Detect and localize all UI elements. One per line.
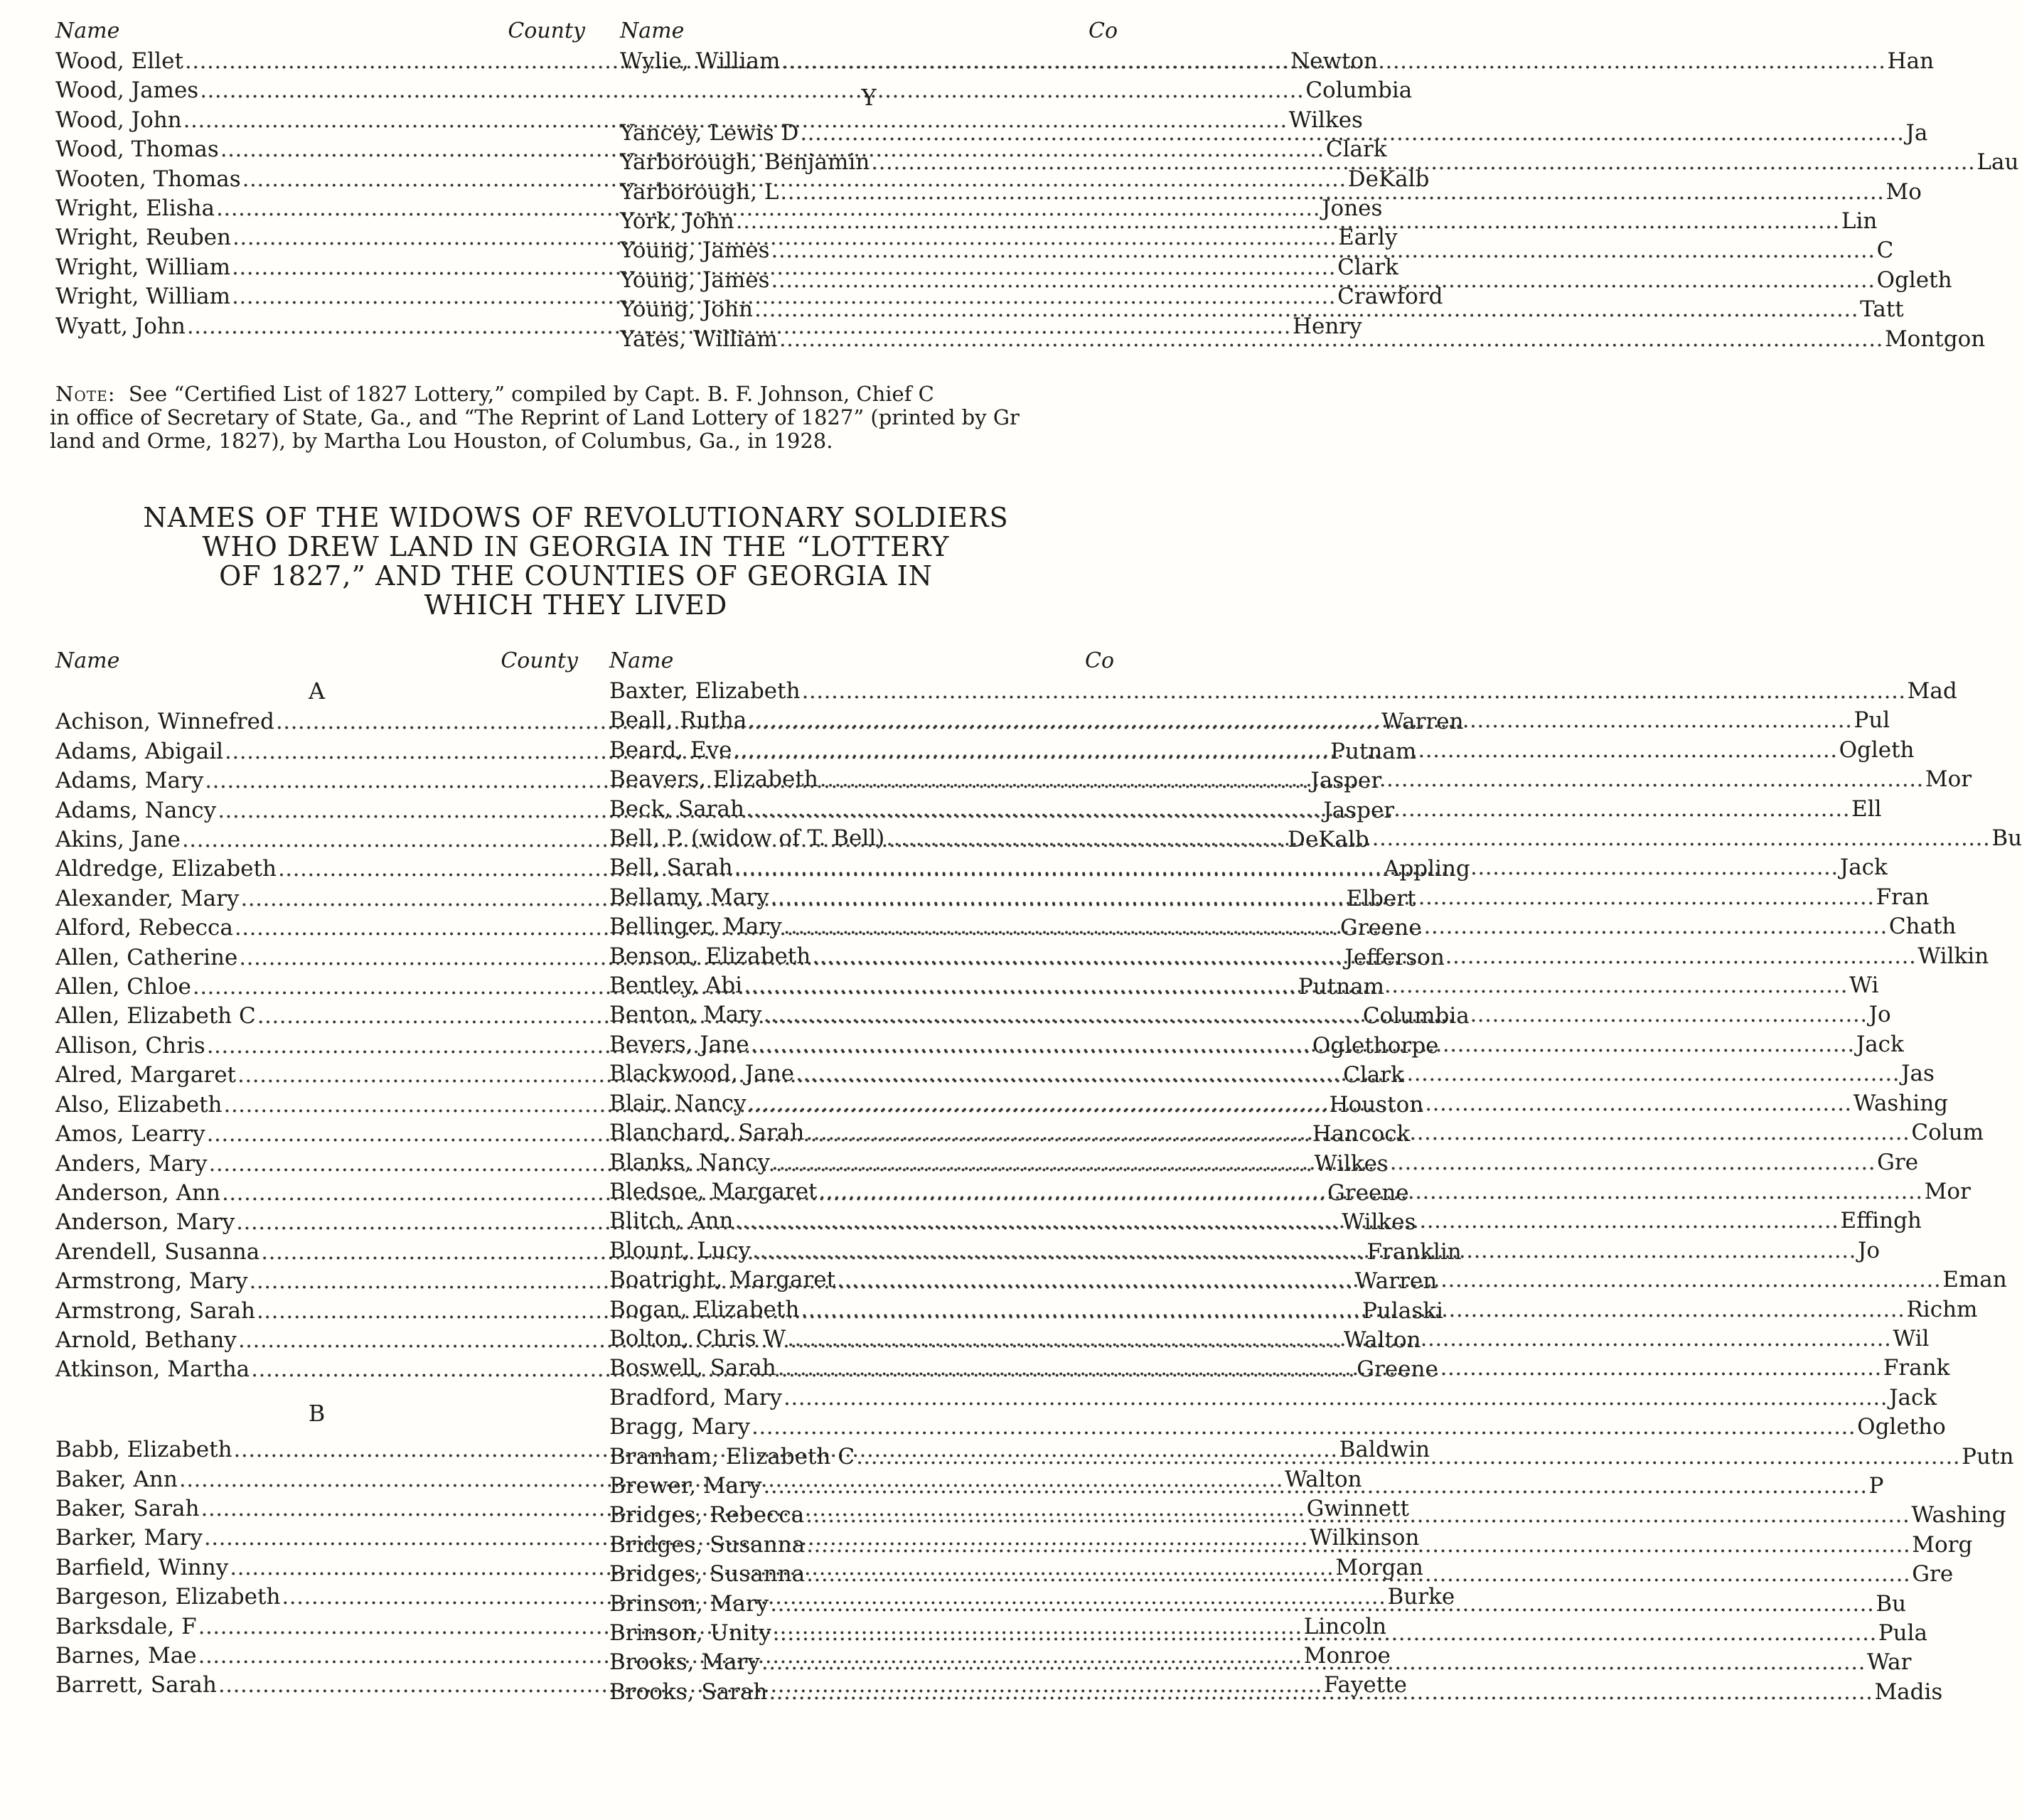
entry-name: Also, Elizabeth	[55, 1091, 223, 1118]
leader-dots	[779, 325, 1883, 354]
entry-county: Montgon	[1884, 326, 1986, 352]
column-header	[609, 646, 1114, 677]
entry-name: Brooks, Mary	[609, 1649, 760, 1676]
entry-county: Wilkes	[1288, 107, 1363, 133]
leader-dots	[871, 148, 1975, 177]
leader-dots	[780, 178, 1884, 207]
entry-county: Lau	[1976, 149, 2019, 176]
column-header	[55, 16, 585, 47]
entry-county: Burke	[1387, 1584, 1455, 1610]
entry-name: Young, James	[620, 237, 770, 264]
entry-name: Anders, Mary	[55, 1150, 208, 1177]
note-line-2: in office of Secretary of State, Ga., and “The Reprint of Land Lottery of 1827” (printed by Gr	[50, 405, 1020, 429]
entry-name: Amos, Learry	[55, 1121, 205, 1147]
entry-county: Elbert	[1346, 885, 1416, 911]
entry-county: Lincoln	[1303, 1613, 1387, 1639]
entry-name: Bragg, Mary	[609, 1414, 751, 1440]
leader-dots	[771, 266, 1875, 295]
entry-name: Blitch, Ann	[609, 1208, 734, 1234]
entry-county: Jo	[1858, 1237, 1881, 1263]
county-header: Co	[1084, 648, 1114, 673]
entry-county: P	[1868, 1472, 1884, 1499]
entry-name: Anderson, Mary	[55, 1209, 235, 1236]
leader-dots	[771, 236, 1875, 265]
entry-name: Wyatt, John	[55, 313, 186, 339]
leader-dots	[783, 912, 1888, 941]
entry-name: Alred, Margaret	[55, 1062, 237, 1088]
entry-county: Greene	[1340, 915, 1422, 941]
entry-county: Jones	[1322, 196, 1383, 222]
section-letter: B	[308, 1399, 326, 1427]
list-item	[609, 677, 1957, 706]
entry-name: Bogan, Elizabeth	[609, 1296, 800, 1322]
entry-county: Mo	[1885, 178, 1922, 205]
entry-name: Barker, Mary	[55, 1525, 203, 1551]
entry-name: Aldredge, Elizabeth	[55, 856, 277, 882]
leader-dots	[800, 119, 1904, 148]
entry-name: Adams, Abigail	[55, 738, 224, 764]
entry-name: Blair, Nancy	[609, 1090, 747, 1116]
title-line: OF 1827,” AND THE COUNTIES OF GEORGIA IN	[219, 560, 933, 592]
entry-county: Richm	[1906, 1296, 1978, 1322]
entry-name: Bargeson, Elizabeth	[55, 1584, 281, 1610]
entry-name: Achison, Winnefred	[55, 709, 274, 735]
leader-dots	[773, 1619, 1877, 1648]
entry-county: Clark	[1343, 1062, 1404, 1088]
title-line: NAMES OF THE WIDOWS OF REVOLUTIONARY SOLDIERS	[143, 502, 1009, 533]
entry-name: Beck, Sarah	[609, 796, 744, 822]
entry-name: Bledsoe, Margaret	[609, 1178, 818, 1204]
entry-county: Effingh	[1840, 1208, 1922, 1234]
leader-dots	[796, 1059, 1900, 1088]
entry-name: Bellinger, Mary	[609, 914, 782, 940]
leader-dots	[764, 1472, 1868, 1501]
entry-county: Clark	[1337, 254, 1398, 280]
entry-county: Mor	[1925, 766, 1972, 793]
leader-dots	[886, 824, 1990, 853]
entry-name: Akins, Jane	[55, 827, 181, 853]
entry-county: Bu	[1991, 825, 2022, 852]
section-letter: A	[308, 678, 326, 705]
entry-county: Frank	[1883, 1355, 1950, 1381]
leader-dots	[744, 971, 1848, 1000]
leader-dots	[783, 1383, 1888, 1413]
entry-name: Brinson, Mary	[609, 1590, 769, 1617]
entry-county: Henry	[1292, 313, 1362, 339]
section-letter-y: Y	[861, 84, 877, 112]
entry-county: Fayette	[1323, 1672, 1407, 1698]
entry-name: Arnold, Bethany	[55, 1327, 237, 1353]
leader-dots	[769, 1678, 1873, 1707]
entry-name: Bevers, Jane	[609, 1031, 749, 1057]
entry-name: Alexander, Mary	[55, 885, 240, 911]
entry-county: Newton	[1290, 48, 1379, 74]
note-line-3: land and Orme, 1827), by Martha Lou Houston, of Columbus, Ga., in 1928.	[50, 429, 833, 453]
entry-county: Greene	[1357, 1356, 1438, 1383]
entry-name: Bolton, Chris W	[609, 1325, 786, 1351]
entry-county: Fran	[1876, 884, 1930, 910]
entry-name: Bell, Sarah	[609, 855, 733, 881]
entry-name: Bridges, Susanna	[609, 1531, 806, 1558]
county-header: County	[501, 648, 578, 673]
entry-name: Branham, Elizabeth C	[609, 1443, 855, 1470]
leader-dots	[819, 1177, 1923, 1206]
entry-name: Young, James	[620, 267, 770, 293]
leader-dots	[754, 295, 1858, 324]
entry-name: Bentley, Abi	[609, 973, 743, 999]
county-header: Co	[1088, 18, 1118, 43]
name-header: Name	[620, 18, 685, 43]
entry-name: Yates, William	[620, 326, 778, 352]
entry-county: DeKalb	[1288, 827, 1369, 853]
entry-county: Tatt	[1860, 296, 1904, 323]
entry-name: Allison, Chris	[55, 1032, 205, 1059]
entry-county: Wilkes	[1342, 1209, 1416, 1236]
entry-county: Pul	[1854, 707, 1890, 734]
entry-name: Babb, Elizabeth	[55, 1437, 232, 1463]
entry-name: Bellamy, Mary	[609, 884, 769, 910]
entry-name: Brinson, Unity	[609, 1620, 771, 1646]
leader-dots	[734, 1206, 1839, 1236]
entry-county: Greene	[1327, 1179, 1409, 1206]
leader-dots	[802, 677, 1906, 706]
note-label: Note:	[55, 382, 116, 406]
entry-name: Allen, Catherine	[55, 944, 238, 970]
entry-county: Ogleth	[1839, 737, 1915, 763]
entry-county: Han	[1887, 48, 1935, 74]
leader-dots	[781, 47, 1885, 76]
entry-county: Eman	[1942, 1267, 2007, 1293]
entry-name: Yarborough, Benjamin	[620, 149, 870, 176]
entry-name: Alford, Rebecca	[55, 915, 233, 941]
note-line-1: See “Certified List of 1827 Lottery,” compiled by Capt. B. F. Johnson, Chief C	[128, 382, 934, 406]
leader-dots	[820, 765, 1924, 794]
leader-dots	[748, 1089, 1852, 1118]
column-header	[55, 646, 578, 677]
entry-county: Ja	[1905, 119, 1928, 146]
entry-name: Beard, Eve	[609, 737, 732, 763]
entry-name: Anderson, Ann	[55, 1179, 220, 1206]
entry-county: Colum	[1911, 1120, 1984, 1146]
entry-county: Morgan	[1335, 1554, 1423, 1580]
name-header: Name	[55, 648, 120, 673]
entry-county: Jasper	[1310, 768, 1382, 794]
entry-name: Adams, Nancy	[55, 797, 217, 823]
entry-name: Barksdale, F	[55, 1613, 197, 1639]
entry-name: Arendell, Susanna	[55, 1238, 260, 1265]
entry-county: Wi	[1849, 973, 1879, 999]
entry-name: Wooten, Thomas	[55, 166, 241, 192]
entry-county: Jasper	[1323, 797, 1395, 823]
entry-county: Wilkinson	[1310, 1525, 1420, 1551]
list-item	[55, 76, 1413, 105]
name-header: Name	[55, 18, 120, 43]
entry-county: Pulaski	[1362, 1297, 1443, 1324]
entry-county: DeKalb	[1347, 166, 1430, 192]
entry-county: Warren	[1354, 1268, 1438, 1295]
entry-county: Ogleth	[1876, 267, 1952, 293]
entry-name: Wood, John	[55, 107, 182, 133]
entry-county: Jack	[1839, 855, 1888, 881]
entry-name: Yarborough, L	[620, 178, 779, 205]
entry-county: Ell	[1851, 796, 1882, 822]
list-item	[609, 1383, 1937, 1413]
entry-name: Allen, Chloe	[55, 974, 191, 1000]
entry-county: Wilkin	[1917, 943, 1989, 969]
leader-dots	[736, 207, 1840, 236]
entry-county: Jefferson	[1344, 944, 1445, 970]
entry-county: Clark	[1325, 136, 1387, 163]
entry-county: Jo	[1868, 1002, 1891, 1028]
entry-county: Washing	[1911, 1502, 2006, 1529]
entry-name: Baker, Ann	[55, 1466, 178, 1492]
column-header	[620, 16, 1118, 47]
entry-county: Ogletho	[1857, 1414, 1946, 1440]
leader-dots	[748, 706, 1852, 735]
entry-name: Baker, Sarah	[55, 1495, 200, 1521]
entry-county: War	[1867, 1649, 1912, 1676]
entry-county: Madis	[1874, 1679, 1943, 1705]
entry-name: Young, John	[620, 296, 753, 323]
leader-dots	[771, 883, 1875, 912]
leader-dots	[806, 1118, 1910, 1147]
entry-name: Wright, Reuben	[55, 225, 231, 251]
entry-name: Beavers, Elizabeth	[609, 766, 818, 793]
entry-name: York, John	[620, 208, 734, 235]
leader-dots	[837, 1265, 1941, 1295]
entry-county: Putnam	[1298, 974, 1385, 1000]
entry-name: Armstrong, Mary	[55, 1268, 248, 1295]
entry-name: Bradford, Mary	[609, 1384, 782, 1410]
leader-dots	[746, 795, 1850, 824]
entry-name: Brewer, Mary	[609, 1472, 762, 1499]
entry-name: Adams, Mary	[55, 768, 204, 794]
leader-dots	[806, 1531, 1910, 1560]
entry-name: Benson, Elizabeth	[609, 943, 811, 969]
leader-dots	[801, 1295, 1905, 1324]
entry-name: Brooks, Sarah	[609, 1679, 768, 1705]
entry-county: Warren	[1381, 709, 1464, 735]
leader-dots	[812, 942, 1916, 971]
list-item	[609, 1413, 1946, 1442]
entry-county: Mor	[1924, 1178, 1971, 1204]
leader-dots	[787, 1324, 1891, 1354]
leader-dots	[761, 1648, 1866, 1677]
leader-dots	[734, 853, 1839, 882]
leader-dots	[771, 1148, 1876, 1177]
entry-name: Baxter, Elizabeth	[609, 678, 801, 704]
entry-county: Wil	[1893, 1325, 1930, 1351]
entry-name: Yancey, Lewis D	[620, 119, 799, 146]
leader-dots	[806, 1560, 1910, 1589]
entry-name: Blackwood, Jane	[609, 1061, 794, 1087]
leader-dots	[778, 1354, 1882, 1383]
leader-dots	[806, 1501, 1910, 1530]
entry-county: Walton	[1343, 1327, 1421, 1353]
entry-county: Jack	[1889, 1384, 1937, 1410]
entry-county: Mad	[1907, 678, 1957, 704]
entry-county: Baldwin	[1339, 1437, 1430, 1463]
county-header: County	[508, 18, 585, 43]
entry-county: Columbia	[1362, 1003, 1470, 1029]
entry-county: Gre	[1877, 1149, 1919, 1175]
entry-county: Oglethorpe	[1312, 1032, 1439, 1059]
entry-name: Wood, Thomas	[55, 136, 219, 163]
entry-name: Wright, William	[55, 254, 231, 280]
entry-name: Bridges, Rebecca	[609, 1502, 805, 1529]
entry-county: Morg	[1912, 1531, 1973, 1558]
entry-county: Early	[1338, 225, 1398, 251]
entry-name: Bridges, Susanna	[609, 1561, 806, 1588]
entry-county: Hancock	[1312, 1121, 1411, 1147]
entry-county: Franklin	[1366, 1238, 1462, 1265]
note-paragraph	[50, 382, 1101, 453]
entry-county: Appling	[1384, 856, 1470, 882]
entry-name: Barnes, Mae	[55, 1643, 197, 1669]
entry-name: Wood, Ellet	[55, 48, 183, 74]
entry-county: Walton	[1284, 1466, 1362, 1492]
entry-name: Wright, William	[55, 284, 231, 310]
entry-name: Wylie, William	[620, 48, 781, 74]
entry-name: Allen, Elizabeth C	[55, 1003, 256, 1029]
leader-dots	[763, 1000, 1867, 1029]
entry-name: Boswell, Sarah	[609, 1355, 776, 1381]
entry-county: Houston	[1329, 1091, 1424, 1118]
entry-name: Barfield, Winny	[55, 1554, 229, 1580]
entry-county: Gwinnett	[1306, 1495, 1410, 1521]
entry-county: Wilkes	[1314, 1150, 1389, 1177]
entry-county: Pula	[1878, 1620, 1928, 1646]
entry-county: Jas	[1901, 1061, 1935, 1087]
name-header: Name	[609, 648, 674, 673]
entry-county: Jack	[1856, 1031, 1904, 1057]
entry-county: Gre	[1912, 1561, 1954, 1588]
leader-dots	[733, 736, 1837, 765]
entry-name: Wood, James	[55, 77, 199, 104]
leader-dots	[752, 1236, 1856, 1265]
title-line: WHICH THEY LIVED	[424, 589, 728, 621]
leader-dots	[751, 1030, 1855, 1059]
entry-county: Washing	[1853, 1090, 1949, 1116]
entry-county: Monroe	[1303, 1643, 1391, 1669]
entry-name: Atkinson, Martha	[55, 1356, 250, 1383]
entry-name: Bell, P. (widow of T. Bell)	[609, 825, 885, 852]
entry-name: Benton, Mary	[609, 1002, 762, 1028]
leader-dots	[751, 1413, 1856, 1442]
entry-county: Putn	[1962, 1443, 2014, 1470]
entry-name: Blanks, Nancy	[609, 1149, 770, 1175]
leader-dots	[770, 1590, 1874, 1619]
entry-name: Boatright, Margaret	[609, 1267, 836, 1293]
entry-name: Barrett, Sarah	[55, 1672, 217, 1698]
entry-name: Wright, Elisha	[55, 196, 215, 222]
entry-county: Bu	[1876, 1590, 1907, 1617]
entry-county: Columbia	[1305, 77, 1413, 104]
title-line: WHO DREW LAND IN GEORGIA IN THE “LOTTERY	[202, 531, 950, 562]
entry-name: Blount, Lucy	[609, 1237, 751, 1263]
entry-county: Putnam	[1330, 738, 1417, 764]
entry-name: Beall, Rutha	[609, 707, 747, 734]
entry-county: Crawford	[1337, 284, 1443, 310]
section-title	[100, 503, 1052, 620]
entry-county: C	[1876, 237, 1894, 264]
entry-county: Chath	[1888, 914, 1957, 940]
entry-name: Blanchard, Sarah	[609, 1120, 805, 1146]
leader-dots	[856, 1442, 1960, 1472]
entry-county: Lin	[1841, 208, 1878, 235]
entry-name: Armstrong, Sarah	[55, 1297, 255, 1324]
